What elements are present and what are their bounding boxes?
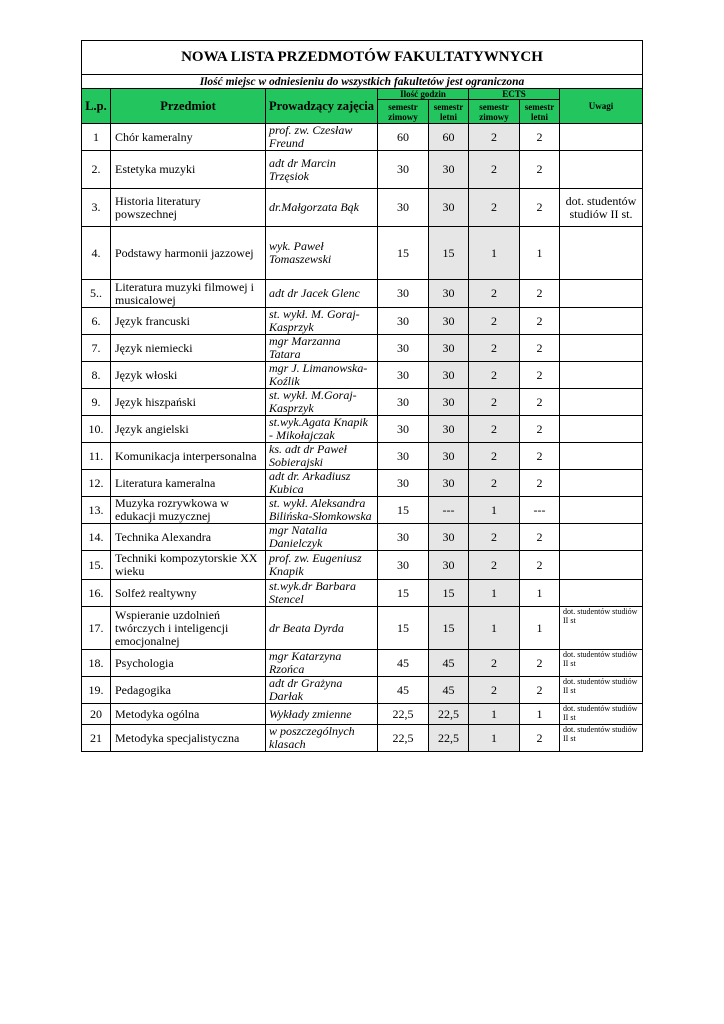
row-hours-winter: 60 — [378, 124, 429, 151]
row-subject: Techniki kompozytorskie XX wieku — [111, 551, 266, 580]
row-hours-summer: 15 — [429, 580, 469, 607]
table-row — [82, 704, 643, 725]
row-lp: 1 — [82, 124, 111, 151]
row-lecturer: st. wykł. M. Goraj-Kasprzyk — [266, 308, 378, 335]
row-lecturer: adt dr. Arkadiusz Kubica — [266, 470, 378, 497]
row-lp: 21 — [82, 725, 111, 752]
row-lecturer: prof. zw. Czesław Freund — [266, 124, 378, 151]
row-hours-summer: 30 — [429, 151, 469, 189]
row-ects-summer: 2 — [520, 470, 560, 497]
row-hours-summer: 30 — [429, 362, 469, 389]
row-notes — [560, 227, 643, 280]
header-ects-winter: semestr zimowy — [469, 100, 520, 124]
row-ects-summer: 2 — [520, 335, 560, 362]
row-ects-summer: 2 — [520, 443, 560, 470]
row-subject: Język hiszpański — [111, 389, 266, 416]
row-subject: Podstawy harmonii jazzowej — [111, 227, 266, 280]
table-row — [82, 524, 643, 551]
table-row — [82, 335, 643, 362]
row-ects-summer: 2 — [520, 189, 560, 227]
table-row — [82, 580, 643, 607]
row-ects-summer: --- — [520, 497, 560, 524]
row-hours-summer: 30 — [429, 551, 469, 580]
row-ects-winter: 1 — [469, 704, 520, 725]
row-hours-winter: 30 — [378, 443, 429, 470]
row-lp: 19. — [82, 677, 111, 704]
row-lecturer: st. wykł. Aleksandra Bilińska-Słomkowska — [266, 497, 378, 524]
row-hours-winter: 22,5 — [378, 704, 429, 725]
row-lecturer: dr Beata Dyrda — [266, 607, 378, 650]
row-ects-summer: 1 — [520, 580, 560, 607]
row-hours-summer: 22,5 — [429, 704, 469, 725]
row-hours-summer: 15 — [429, 607, 469, 650]
row-notes — [560, 524, 643, 551]
row-hours-summer: 30 — [429, 335, 469, 362]
row-subject: Historia literatury powszechnej — [111, 189, 266, 227]
row-notes — [560, 497, 643, 524]
row-ects-winter: 1 — [469, 580, 520, 607]
row-notes: dot. studentów studiów II st — [560, 725, 643, 752]
row-hours-winter: 30 — [378, 551, 429, 580]
row-ects-winter: 2 — [469, 362, 520, 389]
row-lecturer: ks. adt dr Paweł Sobierajski — [266, 443, 378, 470]
row-lp: 5.. — [82, 280, 111, 308]
row-subject: Literatura kameralna — [111, 470, 266, 497]
header-hours-group: Ilość godzin — [378, 89, 469, 100]
row-ects-winter: 2 — [469, 124, 520, 151]
table-row — [82, 189, 643, 227]
row-notes — [560, 151, 643, 189]
row-subject: Metodyka specjalistyczna — [111, 725, 266, 752]
row-hours-winter: 15 — [378, 497, 429, 524]
row-notes — [560, 580, 643, 607]
row-notes — [560, 470, 643, 497]
table-row — [82, 151, 643, 189]
row-hours-winter: 30 — [378, 280, 429, 308]
row-lecturer: mgr Natalia Danielczyk — [266, 524, 378, 551]
row-lecturer: mgr J. Limanowska-Koźlik — [266, 362, 378, 389]
row-lp: 6. — [82, 308, 111, 335]
row-notes: dot. studentów studiów II st — [560, 607, 643, 650]
row-notes — [560, 443, 643, 470]
row-lecturer: dr.Małgorzata Bąk — [266, 189, 378, 227]
row-notes — [560, 280, 643, 308]
row-subject: Język francuski — [111, 308, 266, 335]
row-ects-summer: 1 — [520, 704, 560, 725]
row-hours-winter: 30 — [378, 189, 429, 227]
row-hours-winter: 45 — [378, 677, 429, 704]
row-ects-summer: 2 — [520, 151, 560, 189]
row-notes — [560, 416, 643, 443]
row-subject: Język angielski — [111, 416, 266, 443]
table-row — [82, 551, 643, 580]
row-notes — [560, 335, 643, 362]
table-row — [82, 725, 643, 752]
row-hours-winter: 15 — [378, 227, 429, 280]
row-lecturer: mgr Katarzyna Rzońca — [266, 650, 378, 677]
row-hours-winter: 30 — [378, 362, 429, 389]
row-ects-winter: 2 — [469, 416, 520, 443]
row-lp: 9. — [82, 389, 111, 416]
row-notes: dot. studentów studiów II st — [560, 677, 643, 704]
row-hours-winter: 30 — [378, 524, 429, 551]
row-ects-summer: 2 — [520, 725, 560, 752]
row-subject: Język włoski — [111, 362, 266, 389]
header-hours-winter: semestr zimowy — [378, 100, 429, 124]
row-lecturer: w poszczególnych klasach — [266, 725, 378, 752]
row-ects-summer: 1 — [520, 607, 560, 650]
row-lecturer: mgr Marzanna Tatara — [266, 335, 378, 362]
document-sheet — [81, 40, 642, 752]
row-lecturer: prof. zw. Eugeniusz Knapik — [266, 551, 378, 580]
row-ects-winter: 1 — [469, 725, 520, 752]
row-ects-winter: 2 — [469, 650, 520, 677]
header-ects-summer: semestr letni — [520, 100, 560, 124]
row-hours-summer: 30 — [429, 189, 469, 227]
row-lp: 12. — [82, 470, 111, 497]
row-subject: Metodyka ogólna — [111, 704, 266, 725]
row-hours-summer: 30 — [429, 308, 469, 335]
row-notes: dot. studentów studiów II st. — [560, 189, 643, 227]
row-lp: 13. — [82, 497, 111, 524]
row-hours-summer: 30 — [429, 443, 469, 470]
row-ects-summer: 2 — [520, 389, 560, 416]
row-notes — [560, 308, 643, 335]
row-lp: 14. — [82, 524, 111, 551]
table-row — [82, 280, 643, 308]
row-ects-winter: 2 — [469, 443, 520, 470]
row-subject: Estetyka muzyki — [111, 151, 266, 189]
row-lecturer: Wykłady zmienne — [266, 704, 378, 725]
row-lp: 7. — [82, 335, 111, 362]
row-hours-winter: 30 — [378, 389, 429, 416]
row-lp: 16. — [82, 580, 111, 607]
row-hours-summer: --- — [429, 497, 469, 524]
row-subject: Solfeż realtywny — [111, 580, 266, 607]
row-lp: 8. — [82, 362, 111, 389]
row-ects-summer: 2 — [520, 677, 560, 704]
row-ects-summer: 2 — [520, 650, 560, 677]
row-notes — [560, 362, 643, 389]
table-row — [82, 389, 643, 416]
row-hours-winter: 15 — [378, 607, 429, 650]
row-lp: 17. — [82, 607, 111, 650]
row-hours-summer: 22,5 — [429, 725, 469, 752]
header-subject: Przedmiot — [111, 89, 266, 124]
row-ects-summer: 2 — [520, 308, 560, 335]
row-hours-winter: 45 — [378, 650, 429, 677]
row-lp: 18. — [82, 650, 111, 677]
row-ects-summer: 2 — [520, 416, 560, 443]
page-title: NOWA LISTA PRZEDMOTÓW FAKULTATYWNYCH — [82, 41, 643, 75]
row-ects-winter: 2 — [469, 389, 520, 416]
row-ects-winter: 1 — [469, 227, 520, 280]
row-hours-summer: 30 — [429, 280, 469, 308]
row-ects-winter: 2 — [469, 189, 520, 227]
header-hours-summer: semestr letni — [429, 100, 469, 124]
header-ects-group: ECTS — [469, 89, 560, 100]
table-row — [82, 677, 643, 704]
row-subject: Wspieranie uzdolnień twórczych i inteligencji emocjonalnej — [111, 607, 266, 650]
table-row — [82, 362, 643, 389]
row-notes — [560, 124, 643, 151]
row-hours-summer: 15 — [429, 227, 469, 280]
table-row — [82, 650, 643, 677]
row-hours-summer: 30 — [429, 524, 469, 551]
row-hours-summer: 45 — [429, 677, 469, 704]
row-subject: Muzyka rozrywkowa w edukacji muzycznej — [111, 497, 266, 524]
row-notes — [560, 551, 643, 580]
row-subject: Komunikacja interpersonalna — [111, 443, 266, 470]
row-ects-winter: 2 — [469, 151, 520, 189]
table-row — [82, 308, 643, 335]
row-lp: 3. — [82, 189, 111, 227]
row-lecturer: wyk. Paweł Tomaszewski — [266, 227, 378, 280]
courses-table — [81, 40, 643, 752]
row-ects-summer: 1 — [520, 227, 560, 280]
row-subject: Pedagogika — [111, 677, 266, 704]
table-row — [82, 497, 643, 524]
row-subject: Język niemiecki — [111, 335, 266, 362]
header-lecturer: Prowadzący zajęcia — [266, 89, 378, 124]
row-ects-summer: 2 — [520, 280, 560, 308]
row-ects-winter: 2 — [469, 677, 520, 704]
table-row — [82, 443, 643, 470]
row-ects-winter: 2 — [469, 308, 520, 335]
row-hours-winter: 30 — [378, 308, 429, 335]
row-lecturer: adt dr Grażyna Darłak — [266, 677, 378, 704]
table-row — [82, 470, 643, 497]
row-hours-winter: 30 — [378, 151, 429, 189]
row-hours-summer: 60 — [429, 124, 469, 151]
table-row — [82, 416, 643, 443]
row-subject: Technika Alexandra — [111, 524, 266, 551]
row-lp: 4. — [82, 227, 111, 280]
table-row — [82, 607, 643, 650]
header-notes: Uwagi — [560, 89, 643, 124]
row-lecturer: st.wyk.Agata Knapik - Mikołajczak — [266, 416, 378, 443]
row-ects-winter: 2 — [469, 335, 520, 362]
row-hours-winter: 30 — [378, 335, 429, 362]
row-subject: Chór kameralny — [111, 124, 266, 151]
row-ects-winter: 2 — [469, 280, 520, 308]
row-ects-winter: 2 — [469, 524, 520, 551]
capacity-note: Ilość miejsc w odniesieniu do wszystkich fakultetów jest ograniczona — [82, 75, 643, 89]
row-lecturer: adt dr Marcin Trzęsiok — [266, 151, 378, 189]
row-lp: 20 — [82, 704, 111, 725]
row-hours-summer: 30 — [429, 416, 469, 443]
row-hours-winter: 30 — [378, 416, 429, 443]
row-ects-winter: 1 — [469, 497, 520, 524]
row-subject: Literatura muzyki filmowej i musicalowej — [111, 280, 266, 308]
row-hours-winter: 22,5 — [378, 725, 429, 752]
row-ects-winter: 1 — [469, 607, 520, 650]
row-lecturer: adt dr Jacek Glenc — [266, 280, 378, 308]
row-notes: dot. studentów studiów II st — [560, 650, 643, 677]
row-ects-summer: 2 — [520, 362, 560, 389]
row-lp: 15. — [82, 551, 111, 580]
header-lp: L.p. — [82, 89, 111, 124]
row-ects-summer: 2 — [520, 124, 560, 151]
row-lp: 11. — [82, 443, 111, 470]
row-hours-summer: 30 — [429, 389, 469, 416]
row-notes: dot. studentów studiów II st — [560, 704, 643, 725]
row-subject: Psychologia — [111, 650, 266, 677]
row-ects-winter: 2 — [469, 470, 520, 497]
row-hours-summer: 30 — [429, 470, 469, 497]
row-notes — [560, 389, 643, 416]
row-lecturer: st. wykł. M.Goraj-Kasprzyk — [266, 389, 378, 416]
row-lp: 10. — [82, 416, 111, 443]
row-hours-winter: 30 — [378, 470, 429, 497]
row-ects-summer: 2 — [520, 551, 560, 580]
row-ects-summer: 2 — [520, 524, 560, 551]
row-hours-winter: 15 — [378, 580, 429, 607]
row-lecturer: st.wyk.dr Barbara Stencel — [266, 580, 378, 607]
row-hours-summer: 45 — [429, 650, 469, 677]
row-lp: 2. — [82, 151, 111, 189]
row-ects-winter: 2 — [469, 551, 520, 580]
table-row — [82, 124, 643, 151]
table-row — [82, 227, 643, 280]
